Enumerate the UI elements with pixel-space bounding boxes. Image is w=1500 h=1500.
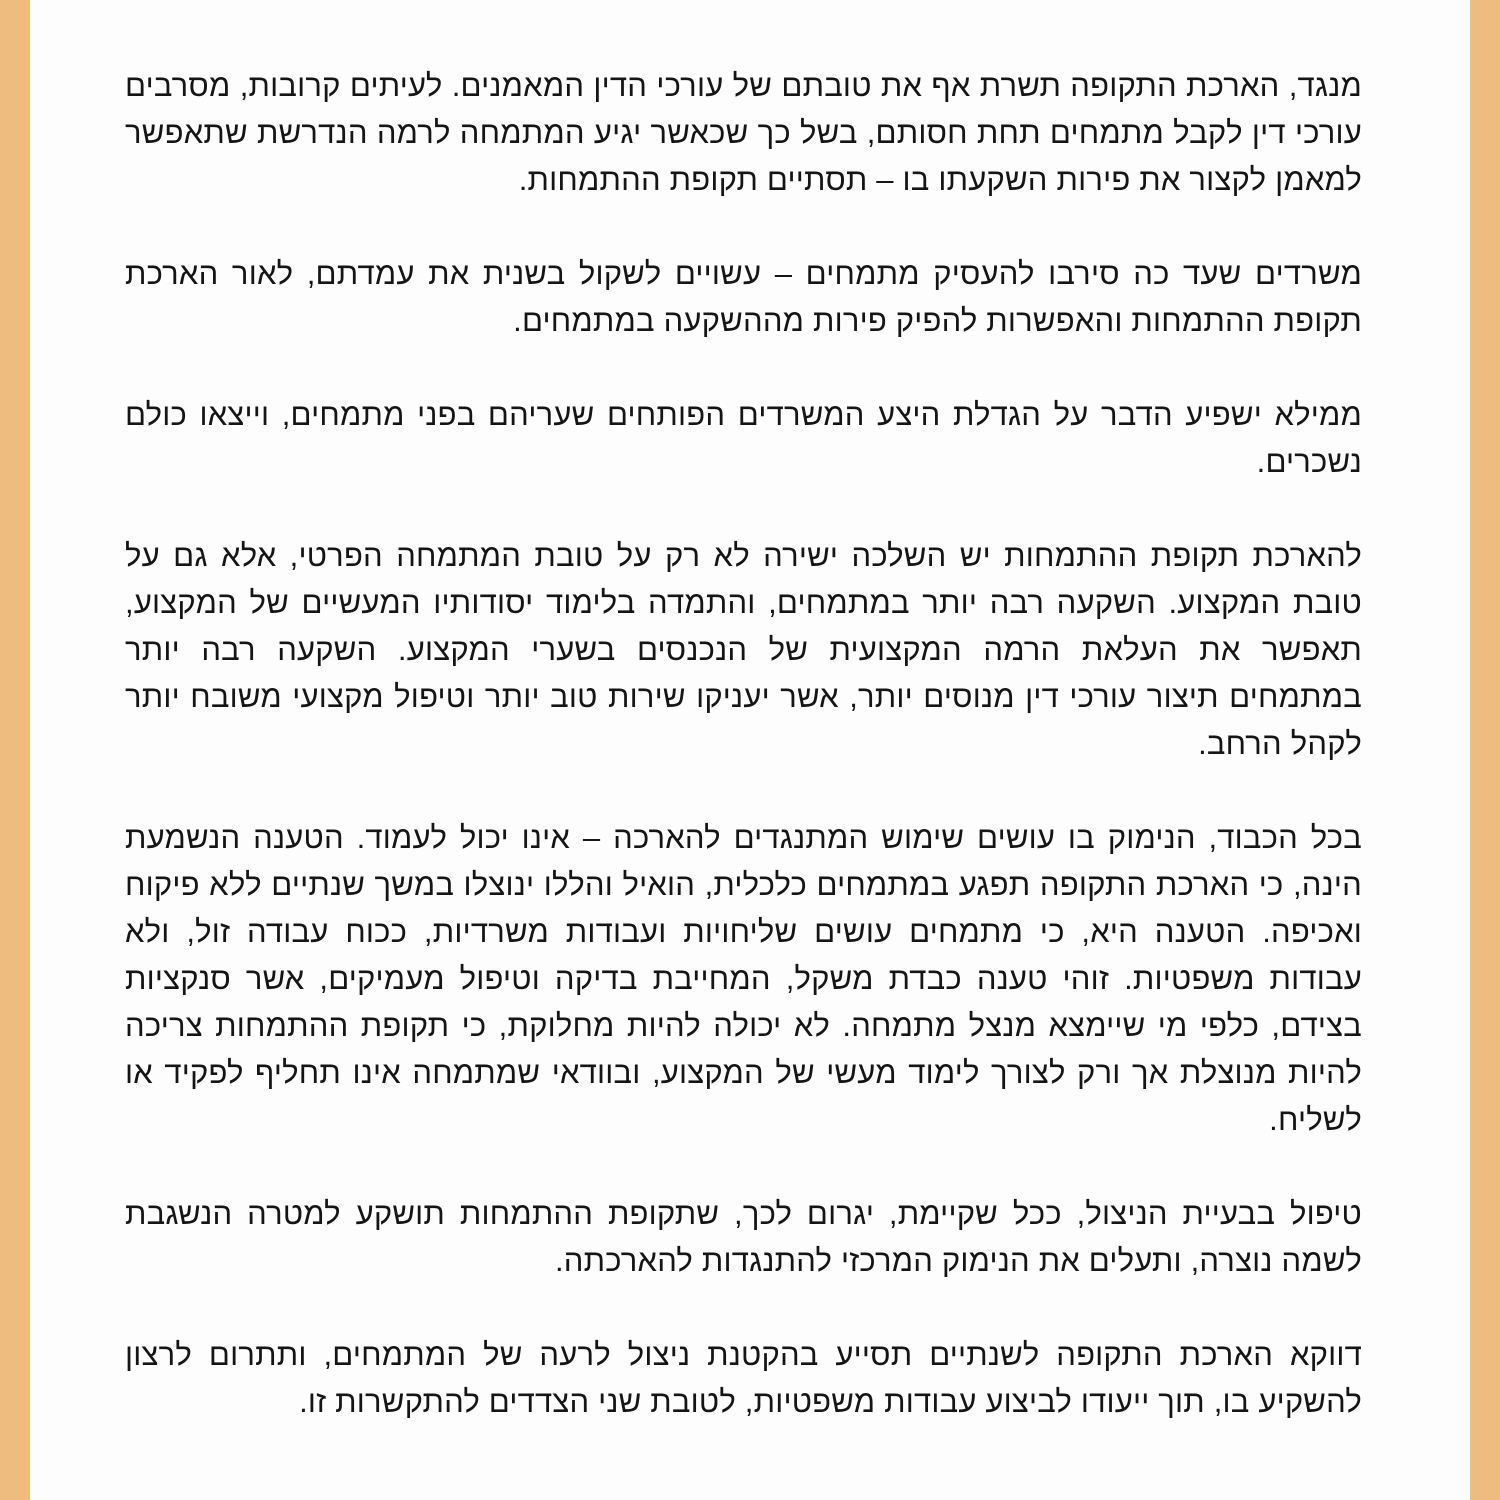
- paragraph-2: משרדים שעד כה סירבו להעסיק מתמחים – עשויים לשקול בשנית את עמדתם, לאור הארכת תקופת ההתמחות והאפשרות להפיק פירות מההשקעה במתמחים.: [125, 256, 1362, 338]
- paragraph-7: דווקא הארכת התקופה לשנתיים תסייע בהקטנת ניצול לרעה של המתמחים, ותתרום לרצון להשקיע בו, תוך ייעודו לביצוע עבודות משפטיות, לטובת שני הצדדים להתקשרות זו.: [125, 1337, 1362, 1419]
- document-body: [125, 62, 1362, 1472]
- paragraph-3: ממילא ישפיע הדבר על הגדלת היצע המשרדים הפותחים שעריהם בפני מתמחים, וייצאו כולם נשכרים.: [125, 397, 1362, 479]
- paragraph-4: להארכת תקופת ההתמחות יש השלכה ישירה לא רק על טובת המתמחה הפרטי, אלא גם על טובת המקצוע. השקעה רבה יותר במתמחים, והתמדה בלימוד יסודותיו המעשיים של המקצוע, תאפשר את העלאת הרמה המקצועית של הנכנסים בשערי המקצוע. השקעה רבה יותר במתמחים תיצור עורכי דין מנוסים יותר, אשר יעניקו שירות טוב יותר וטיפול מקצועי משובח יותר לקהל הרחב.: [125, 538, 1362, 761]
- paragraph-5: בכל הכבוד, הנימוק בו עושים שימוש המתנגדים להארכה – אינו יכול לעמוד. הטענה הנשמעת הינה, כי הארכת התקופה תפגע במתמחים כלכלית, הואיל והללו ינוצלו במשך שנתיים ללא פיקוח ואכיפה. הטענה היא, כי מתמחים עושים שליחויות ועבודות משרדיות, ככוח עבודה זול, ולא עבודות משפטיות. זוהי טענה כבדת משקל, המחייבת בדיקה וטיפול מעמיקים, אשר סנקציות בצידם, כלפי מי שיימצא מנצל מתמחה. לא יכולה להיות מחלוקת, כי תקופת ההתמחות צריכה להיות מנוצלת אך ורק לצורך לימוד מעשי של המקצוע, ובוודאי שמתמחה אינו תחליף לפקיד או לשליח.: [125, 820, 1362, 1137]
- paragraph-6: טיפול בבעיית הניצול, ככל שקיימת, יגרום לכך, שתקופת ההתמחות תושקע למטרה הנשגבת לשמה נוצרה, ותעלים את הנימוק המרכזי להתנגדות להארכתה.: [125, 1196, 1362, 1278]
- paragraph-1: מנגד, הארכת התקופה תשרת אף את טובתם של עורכי הדין המאמנים. לעיתים קרובות, מסרבים עורכי דין לקבל מתמחים תחת חסותם, בשל כך שכאשר יגיע המתמחה לרמה הנדרשת שתאפשר למאמן לקצור את פירות השקעתו בו – תסתיים תקופת ההתמחות.: [125, 68, 1362, 197]
- document-page: [30, 0, 1470, 1500]
